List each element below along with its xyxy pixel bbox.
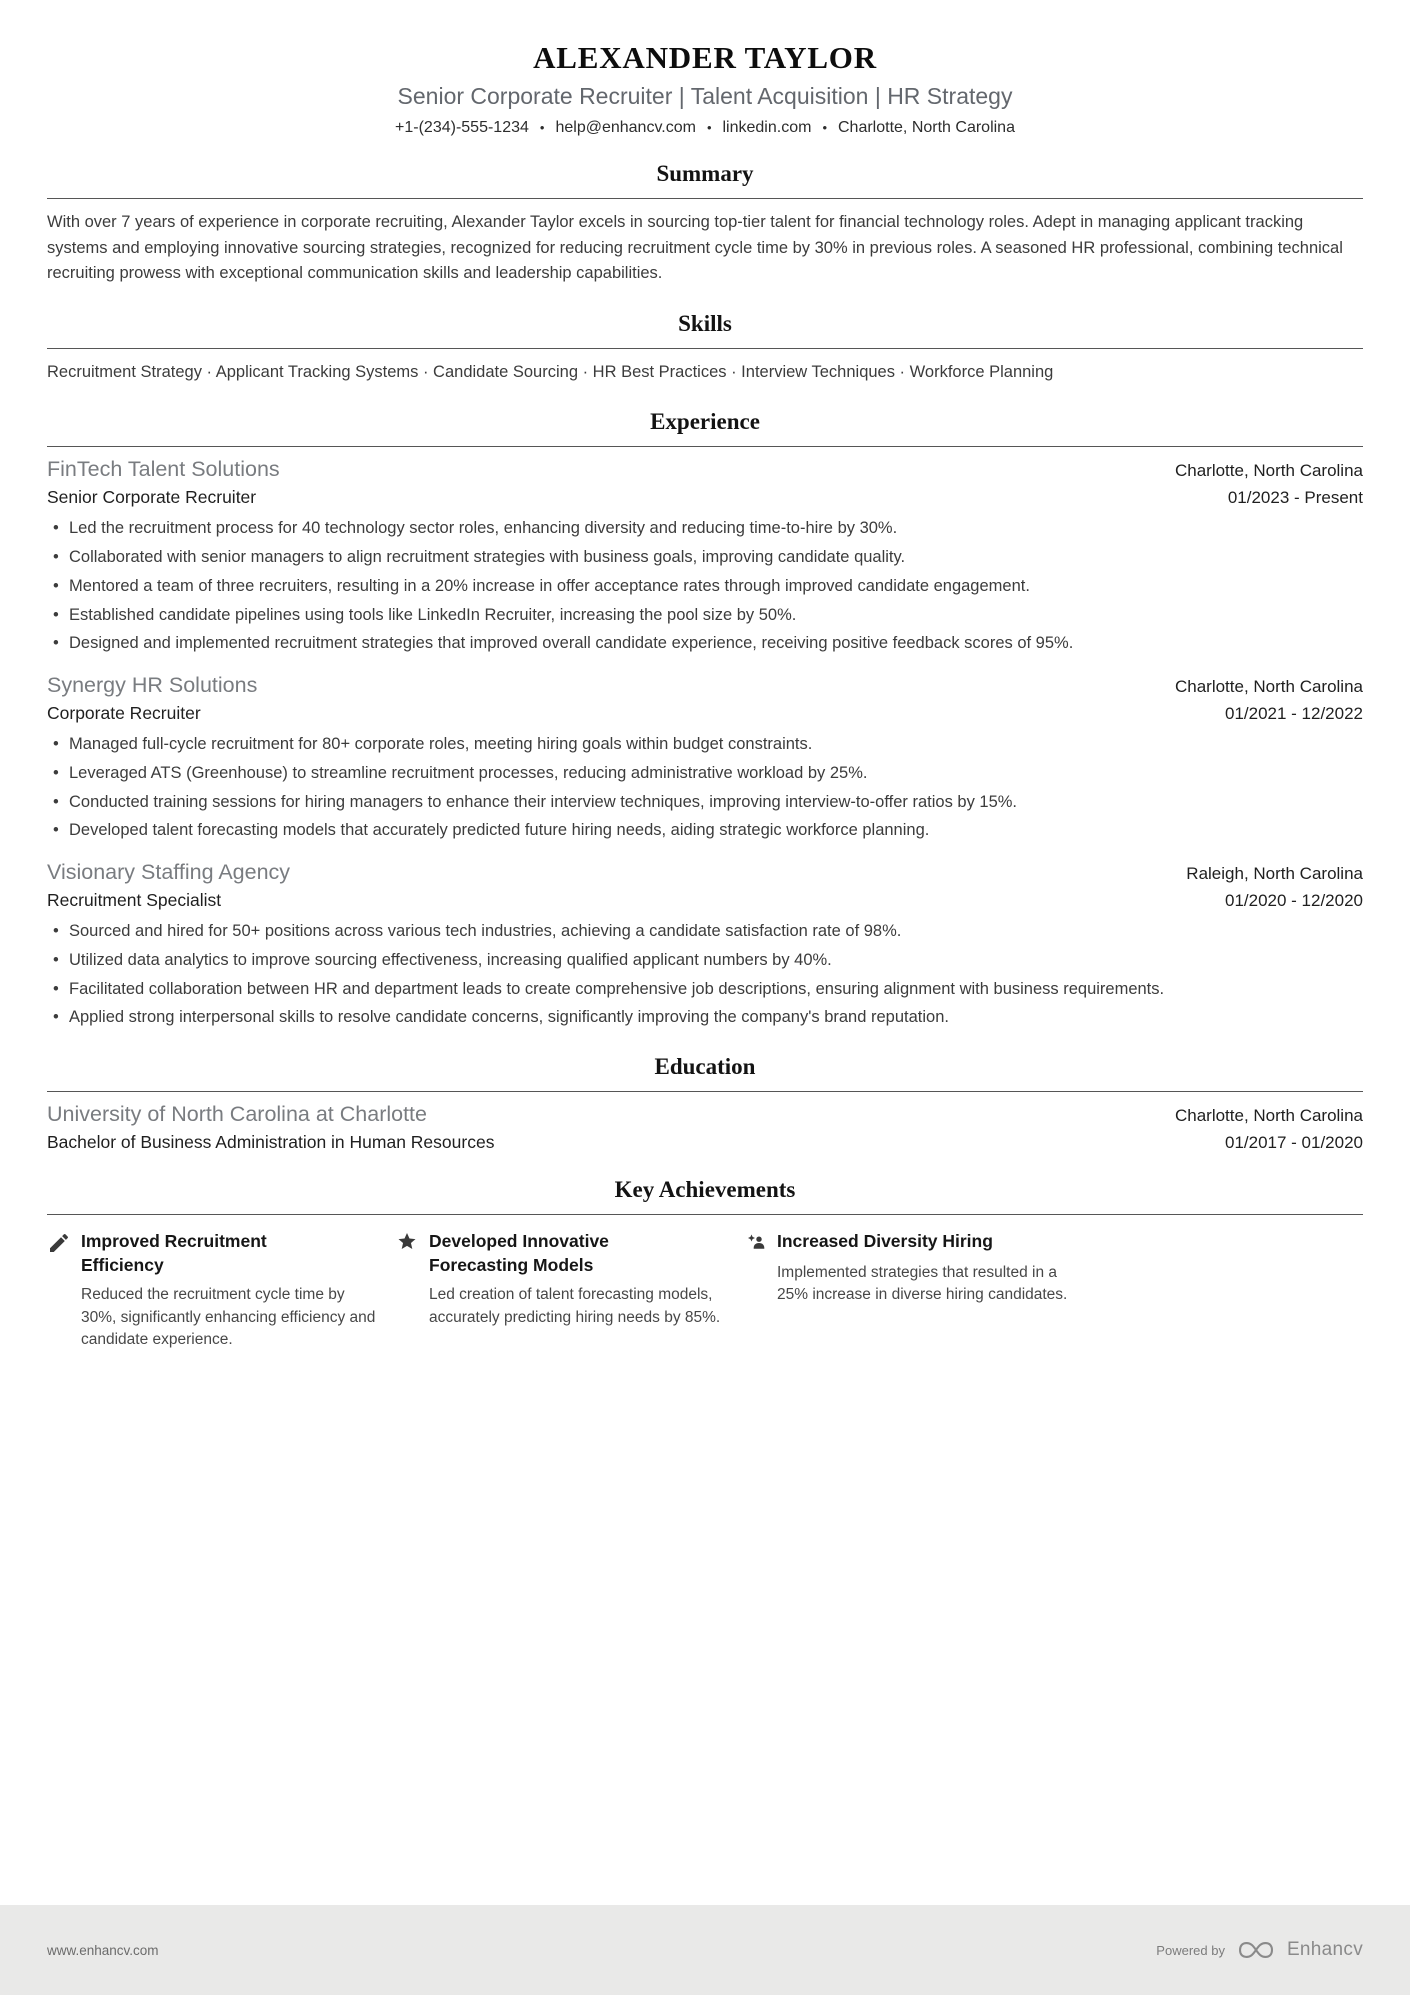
bullet-list	[47, 919, 1363, 1030]
job-role: Recruitment Specialist	[47, 890, 222, 910]
candidate-name: ALEXANDER TAYLOR	[533, 40, 877, 75]
bullet-item: • Led the recruitment process for 40 technology sector roles, enhancing diversity and reducing time-to-hire by 30%.	[47, 516, 1363, 541]
education-entry	[47, 1102, 1363, 1153]
education-heading: Education	[47, 1054, 1363, 1092]
experience-section	[47, 409, 1363, 1030]
email-link[interactable]: help@enhancv.com	[555, 119, 696, 136]
entry-header-row	[47, 1102, 1363, 1127]
bullet-item: • Established candidate pipelines using tools like LinkedIn Recruiter, increasing the pool size by 50%.	[47, 603, 1363, 628]
bullet-item: • Leveraged ATS (Greenhouse) to streamline recruitment processes, reducing administrative workload by 25%.	[47, 761, 1363, 786]
separator-dot-icon	[540, 119, 545, 137]
page-footer	[0, 1905, 1410, 1995]
entry-dates: 01/2023 - Present	[1227, 488, 1363, 508]
separator-dot-icon	[707, 119, 712, 137]
skills-heading: Skills	[47, 311, 1363, 349]
achievement-header	[743, 1230, 1073, 1255]
job-role: Senior Corporate Recruiter	[47, 487, 257, 508]
entry-dates: 01/2020 - 12/2020	[1224, 891, 1363, 910]
education-location: Charlotte, North Carolina	[1174, 1106, 1363, 1125]
contact-row	[47, 119, 1363, 137]
achievements-heading: Key Achievements	[47, 1177, 1363, 1215]
company-name: Synergy HR Solutions	[47, 673, 258, 697]
bullet-list	[47, 516, 1363, 656]
entry-header-row	[47, 457, 1363, 482]
bullet-item: • Utilized data analytics to improve sourcing effectiveness, increasing qualified applicant numbers by 40%.	[47, 948, 1363, 973]
bullet-item: • Collaborated with senior managers to align recruitment strategies with business goals, improving candidate quality.	[47, 545, 1363, 570]
entry-subheader-row	[47, 698, 1363, 724]
entry-location: Charlotte, North Carolina	[1174, 677, 1363, 696]
experience-entry	[47, 860, 1363, 1030]
powered-by-label: Powered by	[1156, 1942, 1225, 1958]
separator-dot-icon	[822, 119, 827, 137]
bullet-item: • Designed and implemented recruitment strategies that improved overall candidate experience, receiving positive feedback scores of 95%.	[47, 631, 1363, 656]
entry-location: Raleigh, North Carolina	[1186, 864, 1363, 883]
bullet-list	[47, 732, 1363, 843]
resume-header	[47, 40, 1363, 137]
bullet-item: • Sourced and hired for 50+ positions across various tech industries, achieving a candidate satisfaction rate of 98%.	[47, 919, 1363, 944]
skills-section	[47, 311, 1363, 386]
entry-subheader-row	[47, 482, 1363, 508]
entry-header-row	[47, 673, 1363, 698]
summary-text: With over 7 years of experience in corporate recruiting, Alexander Taylor excels in sourcing top-tier talent for financial technology roles. Adept in managing applicant tracking systems and employing innovative sourcing strategies, recognized for reducing recruitment cycle time by 30% in previous roles. A seasoned HR professional, combining technical recruiting prowess with exceptional communication skills and leadership capabilities.	[47, 213, 1343, 283]
summary-heading: Summary	[47, 161, 1363, 199]
bullet-item: • Conducted training sessions for hiring managers to enhance their interview techniques, improving interview-to-offer ratios by 15%.	[47, 790, 1363, 815]
experience-heading: Experience	[47, 409, 1363, 447]
achievement-item	[47, 1230, 377, 1352]
education-section	[47, 1054, 1363, 1153]
education-dates: 01/2017 - 01/2020	[1224, 1133, 1363, 1152]
phone-number: +1-(234)-555-1234	[395, 119, 529, 136]
linkedin-link[interactable]: linkedin.com	[722, 119, 812, 136]
medal-icon	[395, 1231, 419, 1255]
enhancv-logo-icon[interactable]	[1237, 1940, 1275, 1960]
skills-list-text: Recruitment Strategy · Applicant Tracking Systems · Candidate Sourcing · HR Best Practices · Interview Techniques · Workforce Planning	[47, 362, 1054, 381]
experience-entry	[47, 457, 1363, 656]
entry-dates: 01/2021 - 12/2022	[1224, 704, 1363, 723]
company-name: Visionary Staffing Agency	[47, 860, 291, 884]
degree-name: Bachelor of Business Administration in Human Resources	[47, 1132, 495, 1152]
achievements-grid	[47, 1230, 1363, 1352]
achievement-item	[743, 1230, 1073, 1352]
powered-by-block	[1156, 1939, 1363, 1961]
achievement-item	[395, 1230, 725, 1352]
achievement-header	[395, 1230, 725, 1277]
school-name: University of North Carolina at Charlotte	[47, 1102, 427, 1126]
achievement-title: Increased Diversity Hiring	[777, 1231, 993, 1251]
achievement-text: Implemented strategies that resulted in a 25% increase in diverse hiring candidates.	[777, 1264, 1068, 1304]
location-text: Charlotte, North Carolina	[838, 119, 1015, 136]
bullet-item: • Facilitated collaboration between HR and department leads to create comprehensive job descriptions, ensuring alignment with business requirements.	[47, 977, 1363, 1002]
achievement-header	[47, 1230, 377, 1277]
bullet-item: • Developed talent forecasting models that accurately predicted future hiring needs, aiding strategic workforce planning.	[47, 818, 1363, 843]
entry-subheader-row	[47, 885, 1363, 911]
achievement-text: Led creation of talent forecasting models, accurately predicting hiring needs by 85%.	[429, 1286, 721, 1326]
achievement-title: Improved Recruitment Efficiency	[81, 1231, 267, 1275]
achievement-text: Reduced the recruitment cycle time by 30%, significantly enhancing efficiency and candidate experience.	[81, 1286, 376, 1349]
bullet-item: • Managed full-cycle recruitment for 80+ corporate roles, meeting hiring goals within budget constraints.	[47, 732, 1363, 757]
enhancv-site-link[interactable]: www.enhancv.com	[47, 1942, 159, 1958]
job-role: Corporate Recruiter	[47, 703, 201, 723]
company-name: FinTech Talent Solutions	[47, 457, 280, 482]
bullet-item: • Mentored a team of three recruiters, resulting in a 20% increase in offer acceptance rates through improved candidate engagement.	[47, 574, 1363, 599]
candidate-job-title: Senior Corporate Recruiter | Talent Acquisition | HR Strategy	[397, 83, 1013, 109]
enhancv-wordmark[interactable]: Enhancv	[1286, 1939, 1363, 1960]
star-person-icon	[743, 1231, 767, 1255]
achievements-section	[47, 1177, 1363, 1352]
achievement-title: Developed Innovative Forecasting Models	[429, 1231, 609, 1275]
experience-entry	[47, 673, 1363, 843]
summary-section	[47, 161, 1363, 287]
entry-location: Charlotte, North Carolina	[1174, 461, 1363, 481]
pen-icon	[47, 1231, 71, 1255]
entry-header-row	[47, 860, 1363, 885]
bullet-item: • Applied strong interpersonal skills to resolve candidate concerns, significantly improving the company's brand reputation.	[47, 1005, 1363, 1030]
entry-subheader-row	[47, 1127, 1363, 1153]
